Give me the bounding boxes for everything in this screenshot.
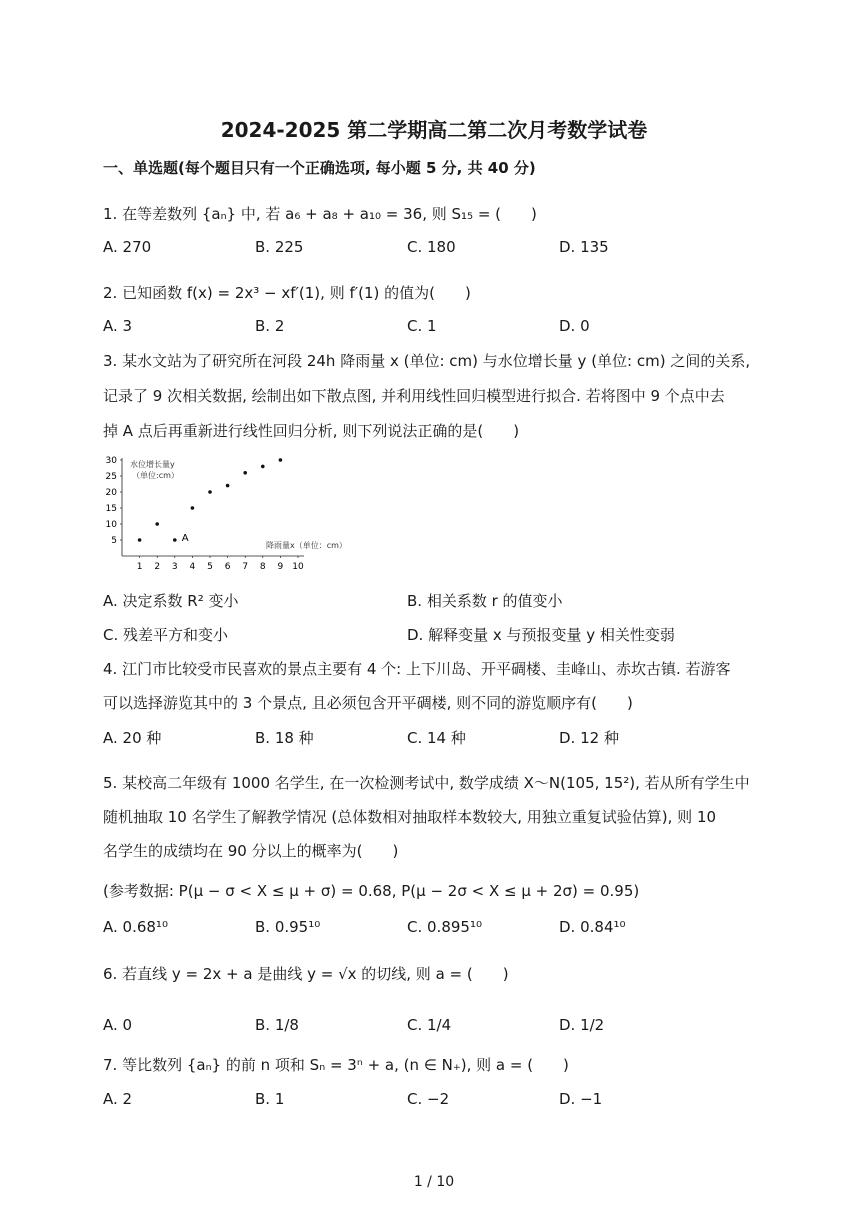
y-axis-label-line1: 水位增长量y: [130, 460, 175, 469]
x-tick-label: 6: [224, 562, 231, 572]
q3-option-d: D. 解释变量 x 与预报变量 y 相关性变弱: [407, 626, 675, 644]
q1-option-b: B. 225: [255, 238, 304, 256]
question-4-line-2: 可以选择游览其中的 3 个景点, 且必须包含开平碉楼, 则不同的游览顺序有( ): [103, 694, 633, 712]
question-3-line-2: 记录了 9 次相关数据, 绘制出如下散点图, 并利用线性回归模型进行拟合. 若将图中 9 个点中去: [103, 387, 725, 405]
y-tick-label: 5: [111, 536, 117, 546]
q3-option-a: A. 决定系数 R² 变小: [103, 592, 239, 610]
question-3-line-1: 3. 某水文站为了研究所在河段 24h 降雨量 x (单位: cm) 与水位增长量 y (单位: cm) 之间的关系,: [103, 352, 751, 370]
q3-option-c: C. 残差平方和变小: [103, 626, 229, 644]
q7-option-d: D. −1: [559, 1090, 603, 1108]
y-tick-label: 10: [105, 520, 117, 530]
question-1-stem: 1. 在等差数列 {aₙ} 中, 若 a₆ + a₈ + a₁₀ = 36, 则 S₁₅ = ( ): [103, 205, 537, 223]
x-tick-label: 5: [207, 562, 213, 572]
q2-option-b: B. 2: [255, 317, 285, 335]
q2-option-a: A. 3: [103, 317, 133, 335]
data-point: [208, 490, 212, 494]
q7-option-b: B. 1: [255, 1090, 285, 1108]
q1-option-a: A. 270: [103, 238, 152, 256]
question-5-line-3: 名学生的成绩均在 90 分以上的概率为( ): [103, 842, 399, 860]
data-point: [279, 458, 283, 462]
x-axis-label: 降雨量x（单位：cm）: [266, 541, 347, 550]
exam-title: 2024-2025 第二学期高二第二次月考数学试卷: [220, 118, 648, 142]
x-tick-label: 10: [292, 562, 304, 572]
q3-option-b: B. 相关系数 r 的值变小: [407, 592, 563, 610]
q4-option-d: D. 12 种: [559, 729, 619, 747]
data-point: [261, 465, 265, 469]
y-axis-label-line2: （单位:cm）: [132, 471, 179, 480]
x-tick-label: 3: [171, 562, 178, 572]
data-point: [173, 538, 177, 542]
point-label: A: [181, 533, 189, 544]
q7-option-a: A. 2: [103, 1090, 133, 1108]
q4-option-a: A. 20 种: [103, 729, 162, 747]
question-5-line-1: 5. 某校高二年级有 1000 名学生, 在一次检测考试中, 数学成绩 X～N(105, 15²), 若从所有学生中: [103, 774, 750, 792]
question-4-line-1: 4. 江门市比较受市民喜欢的景点主要有 4 个: 上下川岛、开平碉楼、圭峰山、赤坎古镇. 若游客: [103, 660, 731, 678]
q6-option-b: B. 1/8: [255, 1016, 299, 1034]
q5-option-d: D. 0.84¹⁰: [559, 918, 626, 936]
q5-option-a: A. 0.68¹⁰: [103, 918, 168, 936]
page-number: 1 / 10: [413, 1174, 455, 1190]
q2-option-d: D. 0: [559, 317, 590, 335]
q6-option-d: D. 1/2: [559, 1016, 605, 1034]
q6-option-a: A. 0: [103, 1016, 133, 1034]
data-point: [243, 471, 247, 475]
x-tick-label: 1: [136, 562, 143, 572]
question-3-line-3: 掉 A 点后再重新进行线性回归分析, 则下列说法正确的是( ): [103, 422, 520, 440]
y-tick-label: 15: [105, 504, 117, 514]
section-heading: 一、单选题(每个题目只有一个正确选项, 每小题 5 分, 共 40 分): [103, 159, 536, 177]
q6-option-c: C. 1/4: [407, 1016, 452, 1034]
x-tick-label: 2: [154, 562, 161, 572]
q1-option-d: D. 135: [559, 238, 609, 256]
q5-option-b: B. 0.95¹⁰: [255, 918, 321, 936]
q4-option-b: B. 18 种: [255, 729, 314, 747]
question-2-stem: 2. 已知函数 f(x) = 2x³ − xf′(1), 则 f′(1) 的值为( ): [103, 284, 471, 302]
x-tick-label: 4: [189, 562, 196, 572]
scatter-plot: [96, 448, 366, 578]
data-point: [226, 484, 230, 488]
data-point: [155, 522, 159, 526]
q1-option-c: C. 180: [407, 238, 456, 256]
y-tick-label: 30: [105, 456, 117, 466]
data-point: [191, 506, 195, 510]
x-tick-label: 7: [242, 562, 249, 572]
q5-option-c: C. 0.895¹⁰: [407, 918, 482, 936]
y-tick-label: 25: [105, 472, 117, 482]
question-7-stem: 7. 等比数列 {aₙ} 的前 n 项和 Sₙ = 3ⁿ + a, (n ∈ N₊), 则 a = ( ): [103, 1056, 569, 1074]
q4-option-c: C. 14 种: [407, 729, 466, 747]
q7-option-c: C. −2: [407, 1090, 450, 1108]
q2-option-c: C. 1: [407, 317, 437, 335]
y-tick-label: 20: [105, 488, 117, 498]
question-5-line-2: 随机抽取 10 名学生了解教学情况 (总体数相对抽取样本数较大, 用独立重复试验估算), 则 10: [103, 808, 717, 826]
question-6-stem: 6. 若直线 y = 2x + a 是曲线 y = √x 的切线, 则 a = ( ): [103, 965, 509, 983]
x-tick-label: 9: [277, 562, 284, 572]
data-point: [138, 538, 142, 542]
x-tick-label: 8: [259, 562, 266, 572]
question-5-reference-data: (参考数据: P(μ − σ < X ≤ μ + σ) = 0.68, P(μ − 2σ < X ≤ μ + 2σ) = 0.95): [103, 882, 640, 900]
